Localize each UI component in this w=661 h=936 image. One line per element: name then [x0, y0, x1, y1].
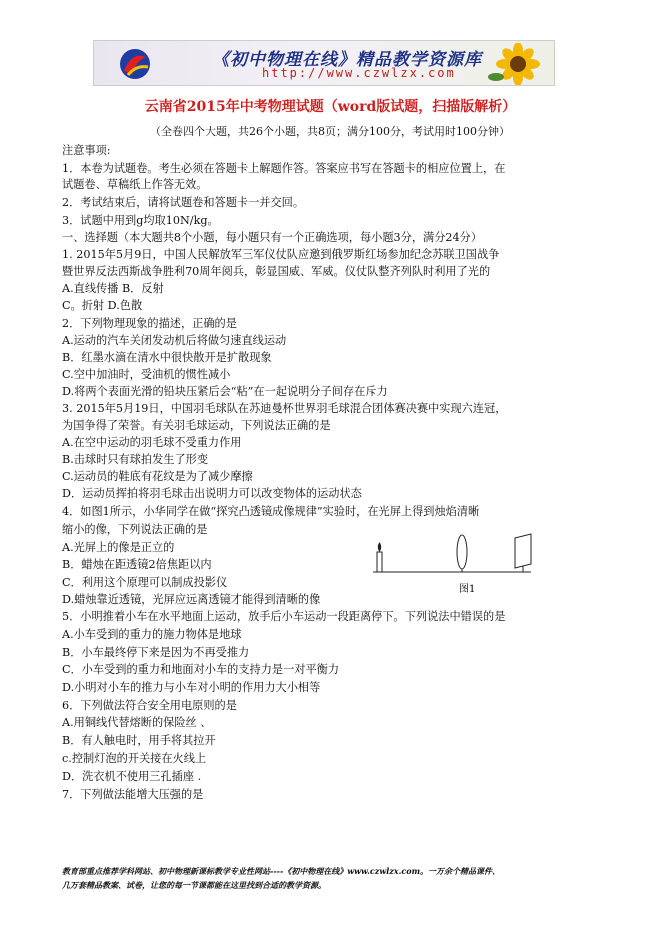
- option-line: B．蜡烛在距透镜2倍焦距以内: [62, 558, 212, 571]
- option-line: D.蜡烛靠近透镜，光屏应远离透镜才能得到清晰的像: [62, 593, 321, 606]
- light-screen-icon: [515, 534, 531, 568]
- question-text: 5．小明推着小车在水平地面上运动，放手后小车运动一段距离停下。下列说法中错误的是: [62, 610, 506, 623]
- question-text: 2．下列物理现象的描述，正确的是: [62, 317, 237, 330]
- option-line: B．小车最终停下来是因为不再受推力: [62, 646, 250, 659]
- text-line: 1．本卷为试题卷。考生必须在答题卡上解题作答。答案应书写在答题卡的相应位置上，在: [62, 162, 506, 175]
- exam-info: （全卷四个大题，共26个小题，共8页；满分100分，考试用时100分钟）: [150, 125, 510, 138]
- text-line: 试题卷、草稿纸上作答无效。: [62, 178, 208, 191]
- option-line: A.小车受到的重力的施力物体是地球: [62, 628, 242, 641]
- option-line: C.运动员的鞋底有花纹是为了减少摩擦: [62, 470, 253, 483]
- option-line: A.直线传播 B．反射: [62, 282, 164, 295]
- figure-caption: 图1: [459, 584, 476, 595]
- footer-line: 几万套精品教案、试卷，让您的每一节课都能在这里找到合适的教学资源。: [62, 880, 326, 890]
- option-line: B．有人触电时，用手将其拉开: [62, 734, 216, 747]
- option-line: D．洗衣机不使用三孔插座 .: [62, 770, 202, 783]
- page-footer: [62, 864, 622, 892]
- flame-icon: [378, 542, 382, 552]
- question-text: 缩小的像，下列说法正确的是: [62, 523, 208, 536]
- option-line: A.用铜线代替熔断的保险丝 、: [62, 716, 212, 729]
- option-line: C。折射 D.色散: [62, 299, 143, 312]
- document-title: 云南省2015年中考物理试题（word版试题，扫描版解析）: [144, 99, 517, 115]
- optics-bench-diagram: [363, 530, 543, 610]
- candle-icon: [377, 552, 382, 572]
- figure-1: [363, 530, 543, 610]
- section-heading: 一、选择题（本大题共8个小题，每小题只有一个正确选项，每小题3分，满分24分）: [62, 231, 483, 244]
- header-banner: [93, 40, 555, 86]
- footer-line: 教育部重点推荐学科网站、初中物理新课标教学专业性网站----《初中物理在线》www.czwlzx.com。一万余个精品课件、: [62, 866, 501, 876]
- option-line: C．利用这个原理可以制成投影仪: [62, 576, 228, 589]
- text-line: 注意事项:: [62, 144, 111, 157]
- question-text: 3. 2015年5月19日，中国羽毛球队在苏迪曼杯世界羽毛球混合团体赛决赛中实现六连冠，: [62, 402, 507, 415]
- option-line: C.空中加油时，受油机的惯性减小: [62, 368, 231, 381]
- text-line: 2．考试结束后，请将试题卷和答题卡一并交回。: [62, 196, 305, 209]
- question-text: 7．下列做法能增大压强的是: [62, 788, 204, 801]
- option-line: C．小车受到的重力和地面对小车的支持力是一对平衡力: [62, 663, 340, 676]
- option-line: B．红墨水滴在清水中很快散开是扩散现象: [62, 351, 272, 364]
- option-line: B.击球时只有球拍发生了形变: [62, 453, 209, 466]
- banner-title: 《初中物理在线》精品教学资源库: [212, 50, 482, 70]
- option-line: A.在空中运动的羽毛球不受重力作用: [62, 436, 242, 449]
- text-line: 3．试题中用到g均取10N/kg。: [62, 214, 219, 227]
- question-text: 为国争得了荣誉。有关羽毛球运动，下列说法正确的是: [62, 419, 331, 432]
- option-line: D．运动员挥拍将羽毛球击出说明力可以改变物体的运动状态: [62, 487, 362, 500]
- option-line: D.将两个表面光滑的铅块压紧后会“粘”在一起说明分子间存在斥力: [62, 385, 388, 398]
- option-line: c.控制灯泡的开关接在火线上: [62, 752, 207, 765]
- option-line: A.运动的汽车关闭发动机后将做匀速直线运动: [62, 334, 287, 347]
- question-text: 暨世界反法西斯战争胜利70周年阅兵，彰显国威、军威。仪仗队整齐列队时利用了光的: [62, 265, 491, 278]
- question-text: 4．如图1所示，小华同学在做“探究凸透镜成像规律”实验时，在光屏上得到烛焰清晰: [62, 505, 480, 518]
- convex-lens-icon: [457, 535, 467, 569]
- sunflower-icon: [488, 43, 548, 85]
- banner-url[interactable]: http://www.czwlzx.com: [262, 66, 456, 80]
- site-logo-icon: [118, 47, 152, 81]
- question-text: 6．下列做法符合安全用电原则的是: [62, 699, 237, 712]
- question-text: 1. 2015年5月9日，中国人民解放军三军仪仗队应邀到俄罗斯红场参加纪念苏联卫国战争: [62, 248, 500, 261]
- option-line: D.小明对小车的推力与小车对小明的作用力大小相等: [62, 681, 321, 694]
- option-line: A.光屏上的像是正立的: [62, 541, 175, 554]
